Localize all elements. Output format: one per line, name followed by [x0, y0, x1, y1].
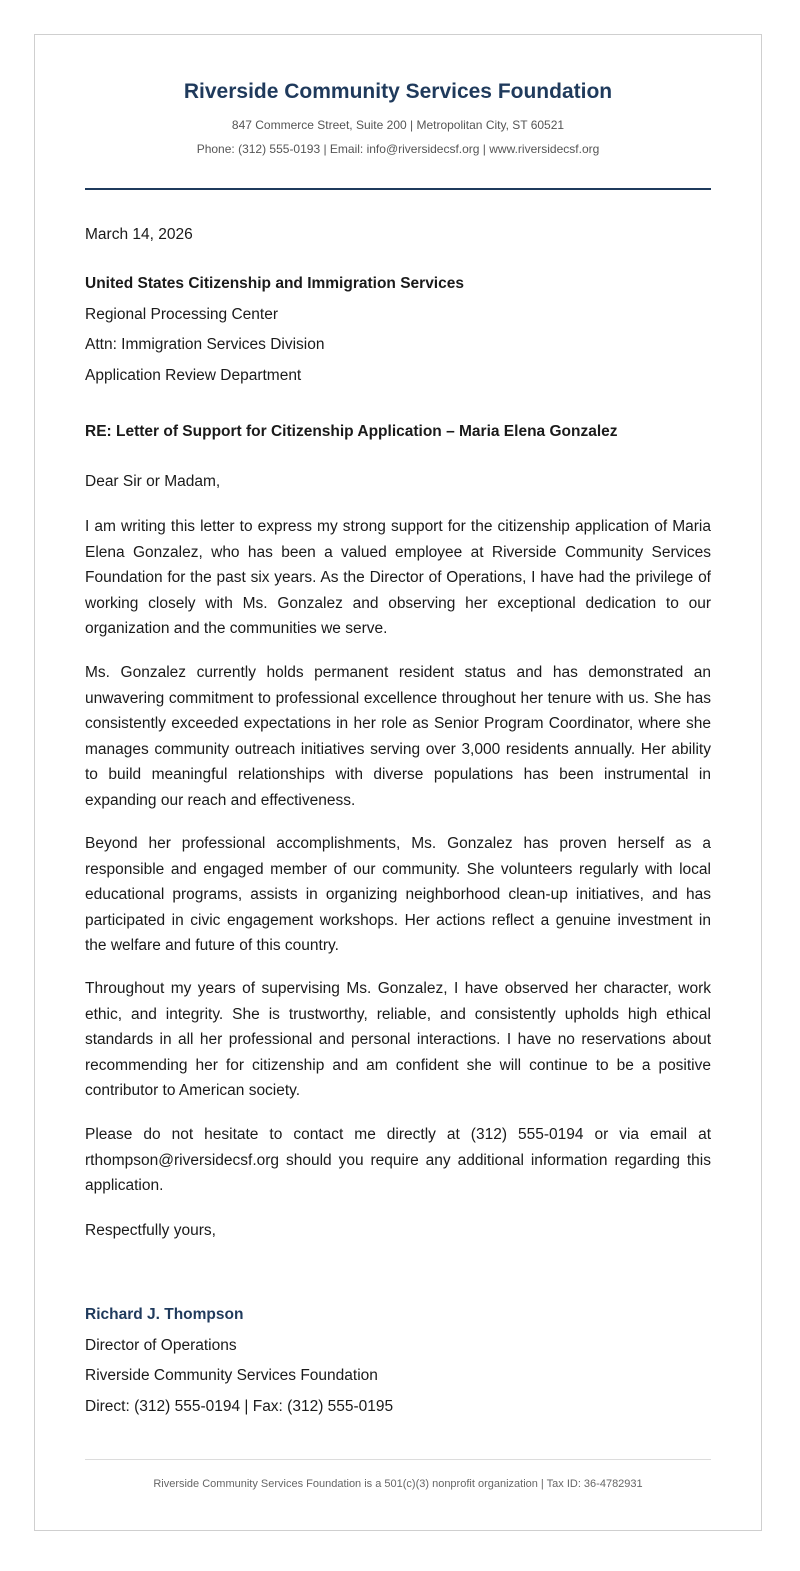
- body-paragraph: Throughout my years of supervising Ms. Gonzalez, I have observed her character, work ethic, and integrity. She is trustworthy, reliable, and consistently upholds high ethical standards in all her professional and personal interactions. I have no reservations about recommending her for citizenship and am confident she will continue to be a positive contributor to American society.: [85, 980, 711, 1099]
- closing: Respectfully yours,: [85, 1222, 216, 1239]
- recipient-name: United States Citizenship and Immigration Services: [85, 275, 464, 292]
- recipient-line: Application Review Department: [85, 366, 302, 384]
- signer-title: Director of Operations: [85, 1336, 237, 1354]
- organization-address: 847 Commerce Street, Suite 200 | Metropolitan City, ST 60521: [231, 118, 565, 132]
- footer-note: Riverside Community Services Foundation is a 501(c)(3) nonprofit organization | Tax ID: 36-4782931: [153, 1478, 643, 1490]
- salutation: Dear Sir or Madam,: [85, 473, 221, 490]
- body-paragraph: Please do not hesitate to contact me directly at (312) 555-0194 or via email at rthompson@riversidecsf.org should you require any additional information regarding this application.: [85, 1126, 711, 1194]
- body-paragraph: Beyond her professional accomplishments, Ms. Gonzalez has proven herself as a responsible and engaged member of our community. She volunteers regularly with local educational programs, assists in organizing neighborhood clean-up initiatives, and has participated in civic engagement workshops. Her actions reflect a genuine investment in the welfare and future of this country.: [85, 835, 711, 954]
- letter-page: [34, 34, 762, 1531]
- organization-contact: Phone: (312) 555-0193 | Email: info@riversidecsf.org | www.riversidecsf.org: [196, 142, 600, 156]
- recipient-line: Regional Processing Center: [85, 305, 278, 323]
- body-paragraph: Ms. Gonzalez currently holds permanent resident status and has demonstrated an unwavering commitment to professional excellence throughout her tenure with us. She has consistently exceeded expectations in her role as Senior Program Coordinator, where she manages community outreach initiatives serving over 3,000 residents annually. Her ability to build meaningful relationships with diverse populations has been instrumental in expanding our reach and effectiveness.: [85, 664, 711, 809]
- letter-date: March 14, 2026: [85, 226, 193, 243]
- signer-organization: Riverside Community Services Foundation: [85, 1367, 378, 1384]
- signer-contact: Direct: (312) 555-0194 | Fax: (312) 555-0195: [85, 1397, 394, 1415]
- recipient-block: [85, 271, 711, 393]
- header-divider: [85, 188, 711, 190]
- signer-name: Richard J. Thompson: [85, 1306, 244, 1323]
- organization-name: Riverside Community Services Foundation: [183, 80, 613, 103]
- recipient-line: Attn: Immigration Services Division: [85, 336, 325, 353]
- signature-block: [85, 1302, 711, 1424]
- subject-line: RE: Letter of Support for Citizenship Application – Maria Elena Gonzalez: [85, 423, 618, 440]
- footer-divider: [85, 1459, 711, 1460]
- body-paragraph: I am writing this letter to express my strong support for the citizenship application of Maria Elena Gonzalez, who has been a valued employee at Riverside Community Services Foundation for the past six years. As the Director of Operations, I have had the privilege of working closely with Ms. Gonzalez and observing her exceptional dedication to our organization and the communities we serve.: [85, 518, 711, 637]
